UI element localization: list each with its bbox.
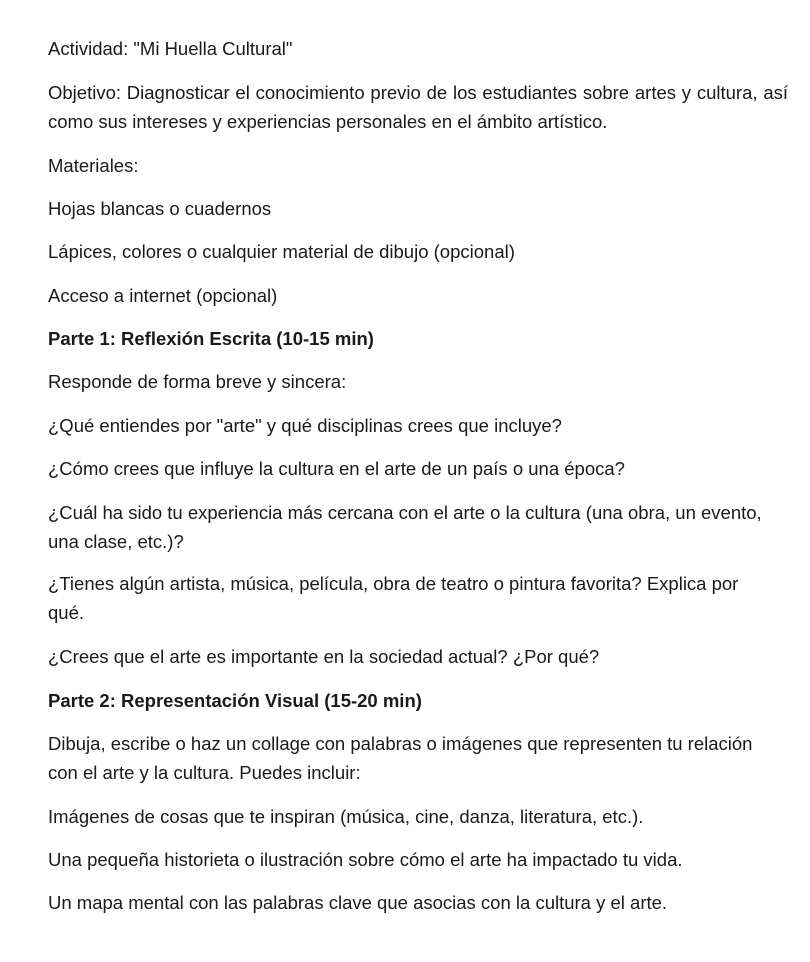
materials-item: Lápices, colores o cualquier material de dibujo (opcional) — [48, 241, 515, 262]
part1-question: ¿Crees que el arte es importante en la sociedad actual? ¿Por qué? — [48, 646, 600, 667]
activity-title: Actividad: "Mi Huella Cultural" — [48, 38, 293, 59]
part1-question: ¿Cuál ha sido tu experiencia más cercana con el arte o la cultura (una obra, un evento, una clase, etc.)? — [48, 502, 762, 552]
part2-item: Imágenes de cosas que te inspiran (música, cine, danza, literatura, etc.). — [48, 806, 644, 827]
part1-question: ¿Qué entiendes por "arte" y qué disciplinas crees que incluye? — [48, 415, 562, 436]
materials-item: Hojas blancas o cuadernos — [48, 198, 272, 219]
part1-question: ¿Cómo crees que influye la cultura en el arte de un país o una época? — [48, 458, 625, 479]
part1-heading: Parte 1: Reflexión Escrita (10-15 min) — [48, 328, 374, 349]
part2-heading: Parte 2: Representación Visual (15-20 min) — [48, 690, 422, 711]
part2-item: Un mapa mental con las palabras clave que asocias con la cultura y el arte. — [48, 892, 668, 913]
objective-paragraph: Objetivo: Diagnosticar el conocimiento previo de los estudiantes sobre artes y cultura, así como sus intereses y experiencias personales en el ámbito artístico. — [48, 82, 788, 132]
part1-question: ¿Tienes algún artista, música, película, obra de teatro o pintura favorita? Explica por qué. — [48, 573, 739, 623]
part2-item: Una pequeña historieta o ilustración sobre cómo el arte ha impactado tu vida. — [48, 849, 683, 870]
part1-intro: Responde de forma breve y sincera: — [48, 371, 347, 392]
part2-intro: Dibuja, escribe o haz un collage con palabras o imágenes que representen tu relación con el arte y la cultura. Puedes incluir: — [48, 733, 753, 783]
materials-item: Acceso a internet (opcional) — [48, 285, 278, 306]
materials-heading: Materiales: — [48, 155, 139, 176]
